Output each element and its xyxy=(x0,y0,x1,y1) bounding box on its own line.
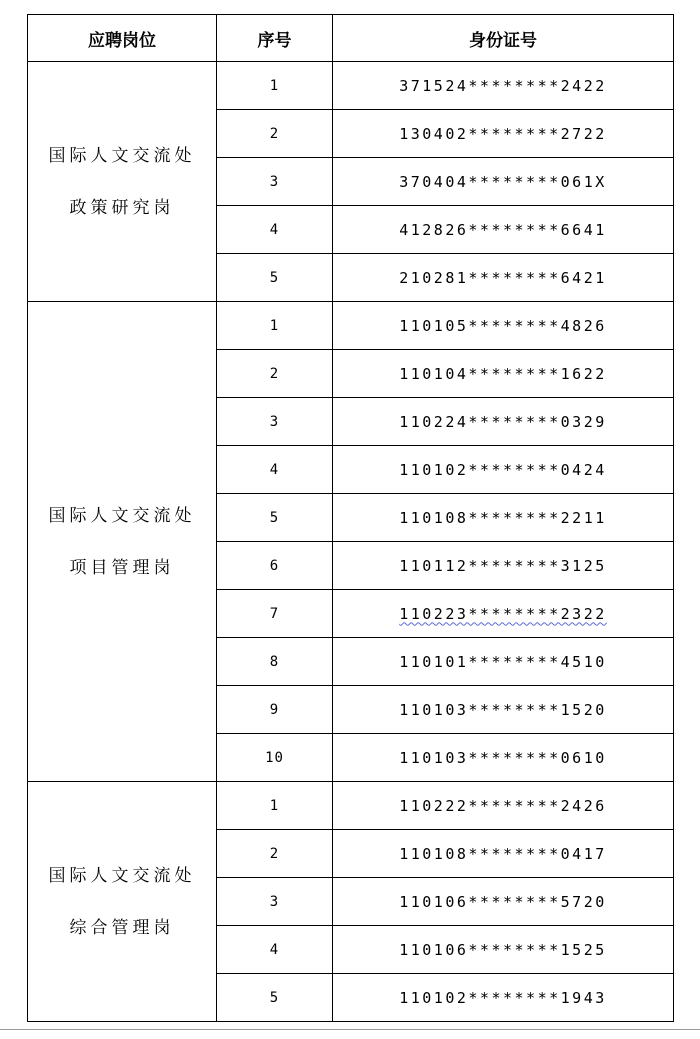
id-cell: 210281********6421 xyxy=(333,254,674,302)
position-dept: 国际人文交流处 xyxy=(48,505,196,526)
seq-cell: 3 xyxy=(217,158,333,206)
seq-cell: 1 xyxy=(217,782,333,830)
seq-cell: 8 xyxy=(217,638,333,686)
seq-cell: 3 xyxy=(217,878,333,926)
position-dept: 国际人文交流处 xyxy=(48,865,196,886)
seq-cell: 1 xyxy=(217,62,333,110)
position-cell xyxy=(28,302,217,782)
id-cell: 370404********061X xyxy=(333,158,674,206)
seq-cell: 5 xyxy=(217,974,333,1022)
position-title: 综合管理岗 xyxy=(69,917,175,938)
id-cell: 110103********0610 xyxy=(333,734,674,782)
seq-cell: 2 xyxy=(217,830,333,878)
header-row xyxy=(28,15,674,62)
id-cell: 110104********1622 xyxy=(333,350,674,398)
seq-cell: 5 xyxy=(217,254,333,302)
seq-cell: 3 xyxy=(217,398,333,446)
header-id: 身份证号 xyxy=(333,15,674,62)
seq-cell: 4 xyxy=(217,926,333,974)
spellcheck-flagged-id: 110223********2322 xyxy=(399,604,607,623)
seq-cell: 10 xyxy=(217,734,333,782)
id-cell: 412826********6641 xyxy=(333,206,674,254)
id-cell: 110102********0424 xyxy=(333,446,674,494)
table-row xyxy=(28,62,674,110)
seq-cell: 5 xyxy=(217,494,333,542)
id-cell: 110222********2426 xyxy=(333,782,674,830)
id-cell: 110105********4826 xyxy=(333,302,674,350)
id-cell: 110101********4510 xyxy=(333,638,674,686)
id-cell: 110103********1520 xyxy=(333,686,674,734)
id-cell: 110106********1525 xyxy=(333,926,674,974)
position-dept: 国际人文交流处 xyxy=(48,145,196,166)
seq-cell: 6 xyxy=(217,542,333,590)
position-cell xyxy=(28,62,217,302)
table-row xyxy=(28,782,674,830)
position-title: 政策研究岗 xyxy=(69,197,175,218)
candidate-table xyxy=(27,14,674,1022)
seq-cell: 2 xyxy=(217,110,333,158)
header-seq: 序号 xyxy=(217,15,333,62)
position-title: 项目管理岗 xyxy=(69,557,175,578)
position-cell xyxy=(28,782,217,1022)
id-cell: 110108********0417 xyxy=(333,830,674,878)
seq-cell: 4 xyxy=(217,446,333,494)
seq-cell: 2 xyxy=(217,350,333,398)
id-cell: 130402********2722 xyxy=(333,110,674,158)
id-cell: 110108********2211 xyxy=(333,494,674,542)
id-cell: 371524********2422 xyxy=(333,62,674,110)
header-position: 应聘岗位 xyxy=(28,15,217,62)
table-row xyxy=(28,302,674,350)
seq-cell: 9 xyxy=(217,686,333,734)
id-cell: 110106********5720 xyxy=(333,878,674,926)
seq-cell: 4 xyxy=(217,206,333,254)
seq-cell: 7 xyxy=(217,590,333,638)
id-cell: 110102********1943 xyxy=(333,974,674,1022)
id-cell xyxy=(333,590,674,638)
id-cell: 110112********3125 xyxy=(333,542,674,590)
seq-cell: 1 xyxy=(217,302,333,350)
id-cell: 110224********0329 xyxy=(333,398,674,446)
page-bottom-rule xyxy=(0,1029,700,1030)
